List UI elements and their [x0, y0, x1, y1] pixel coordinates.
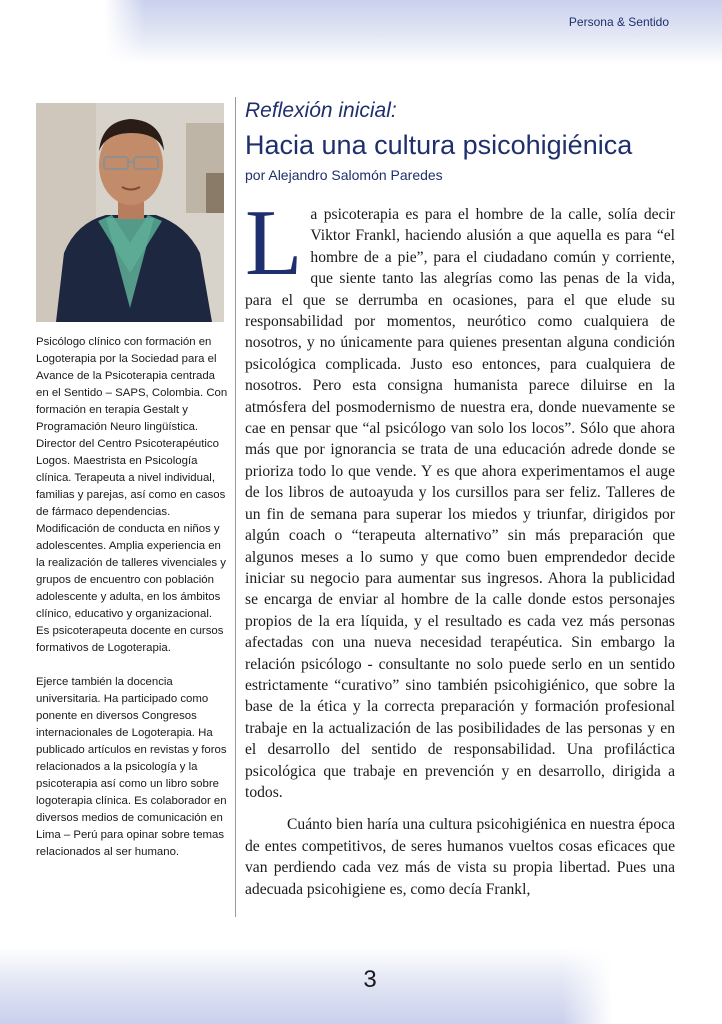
author-portrait-icon	[36, 103, 224, 322]
paragraph-text: a psicoterapia es para el hombre de la calle, solía decir Viktor Frankl, haciendo alusión a que aquella es para “el hombre de a pie”, para el ciudadano común y corriente, que siente tanto las alegrías como las penas de la vida, para el que se derrumba en ocasiones, para el que elude su responsabilidad por momentos, neurótico como cualquiera de nosotros, y no únicamente para quienes presentan alguna condición psicológica complicada. Justo eso entonces, para cualquiera de nosotros. Pero esta consigna humanista parece diluirse en la atmósfera del posmodernismo de nuestra era, donde nuevamente se cae en pensar que “al psicólogo van solo los locos”. Sólo que ahora más que por ignorancia se trata de una educación adrede donde se prioriza todo lo que vende. Y es que ahora experimentamos el auge de los libros de autoayuda y los cursillos para ser feliz. Talleres de un fin de semana para superar los miedos y triunfar, dirigidos por algún coach o “terapeuta alternativo” sin más preparación que algunos meses a lo sumo y que como buen emprendedor decide iniciar su negocio para aumentar sus ingresos. Ahora la publicidad se encarga de enviar al hombre de la calle donde estos personajes propios de la era líquida, y el resultado es cada vez más personas afectadas con una nueva necesidad terapéutica. Sin embargo la relación psicólogo - consultante no solo puede serlo en un sentido estrictamente “curativo” sino también psicohigiénico, que sobre la base de la ética y la correcta preparación y formación profesional trabaje en la actualización de las posibilidades de las personas y en el desarrollo del sentido de responsabilidad. Una profiláctica psicológica que trabaje en prevención y en desarrollo, dirigida a todos.	[245, 206, 675, 801]
author-bio	[36, 334, 228, 878]
bio-paragraph: Psicólogo clínico con formación en Logoterapia por la Sociedad para el Avance de la Psicoterapia centrada en el Sentido – SAPS, Colombia. Con formación en terapia Gestalt y Programación Neuro lingüística. Director del Centro Psicoterapéutico Logos. Maestrista en Psicología clínica. Terapeuta a nivel individual, familias y parejas, así como en casos de fármaco dependencias. Modificación de conducta en niños y adolescentes. Amplia experiencia en la realización de talleres vivenciales y grupos de encuentro con población adolescente y adulta, en los ámbitos clínico, educativo y organizacional. Es psicoterapeuta docente en cursos formativos de Logoterapia.	[36, 336, 228, 654]
body-paragraph: Cuánto bien haría una cultura psicohigiénica en nuestra época de entes competitivos, de seres humanos vueltos cosas eficaces que van perdiendo cada vez más de vista su propia libertad. Pues una adecuada psicohigiene es, como decía Frankl,	[245, 816, 675, 898]
drop-cap: L	[245, 191, 303, 295]
page-number: 3	[363, 966, 377, 993]
running-head: Persona & Sentido	[568, 15, 669, 29]
article-title: Hacia una cultura psicohigiénica	[245, 130, 633, 160]
column-divider	[235, 97, 236, 917]
bio-paragraph: Ejerce también la docencia universitaria. Ha participado como ponente en diversos Congresos internacionales de Logoterapia. Ha publicado artículos en revistas y foros relacionados a la psicología y la psicoterapia así como un libro sobre logoterapia clínica. Es colaborador en diversos medios de comunicación en Lima – Perú para opinar sobre temas relacionados al ser humano.	[36, 676, 227, 858]
body-paragraph	[245, 191, 675, 803]
portrait-illustration	[36, 103, 224, 322]
article-body	[245, 191, 675, 900]
header-band	[105, 0, 722, 64]
article-byline: por Alejandro Salomón Paredes	[245, 167, 443, 183]
article-kicker: Reflexión inicial:	[245, 99, 397, 122]
